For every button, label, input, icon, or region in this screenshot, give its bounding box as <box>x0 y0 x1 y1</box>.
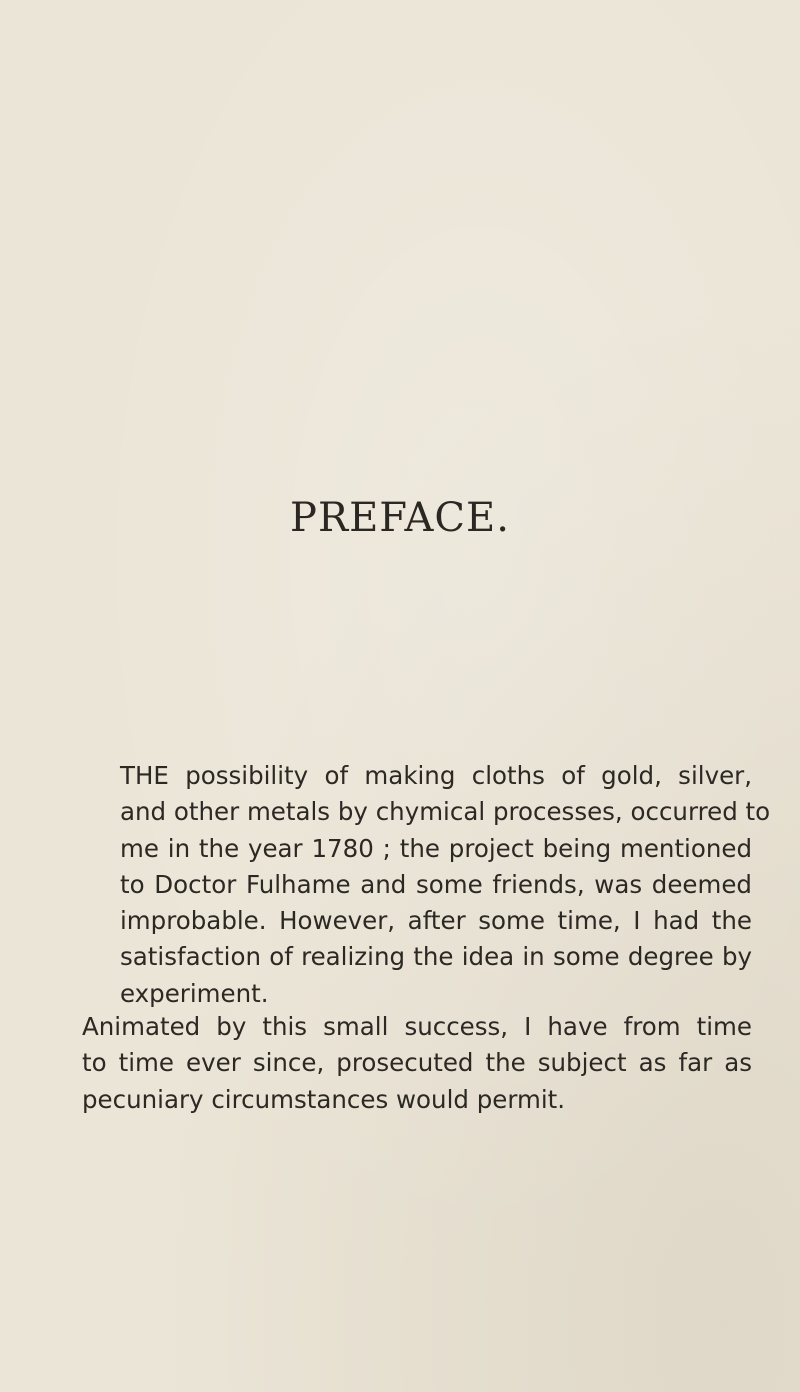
paragraph-line: to Doctor Fulhame and some friends, was deemed <box>120 869 752 899</box>
paragraph-2 <box>82 1009 752 1118</box>
paragraph-line: and other metals by chymical processes, occurred to <box>120 797 771 827</box>
paragraph-1 <box>82 758 771 1012</box>
paragraph-line: satisfaction of realizing the idea in some degree by <box>120 942 752 972</box>
page-title: PREFACE. <box>290 495 510 541</box>
paragraph-line: improbable. However, after some time, I had the <box>120 906 752 936</box>
paragraph-line: me in the year 1780 ; the project being mentioned <box>120 833 752 863</box>
paragraph-line: Animated by this small success, I have from time <box>82 1012 752 1041</box>
paragraph-line: to time ever since, prosecuted the subject as far as <box>82 1048 752 1078</box>
paragraph-line: THE possibility of making cloths of gold, silver, <box>120 761 752 790</box>
paragraph-line: experiment. <box>120 978 269 1008</box>
paragraph-line: pecuniary circumstances would permit. <box>82 1084 566 1114</box>
